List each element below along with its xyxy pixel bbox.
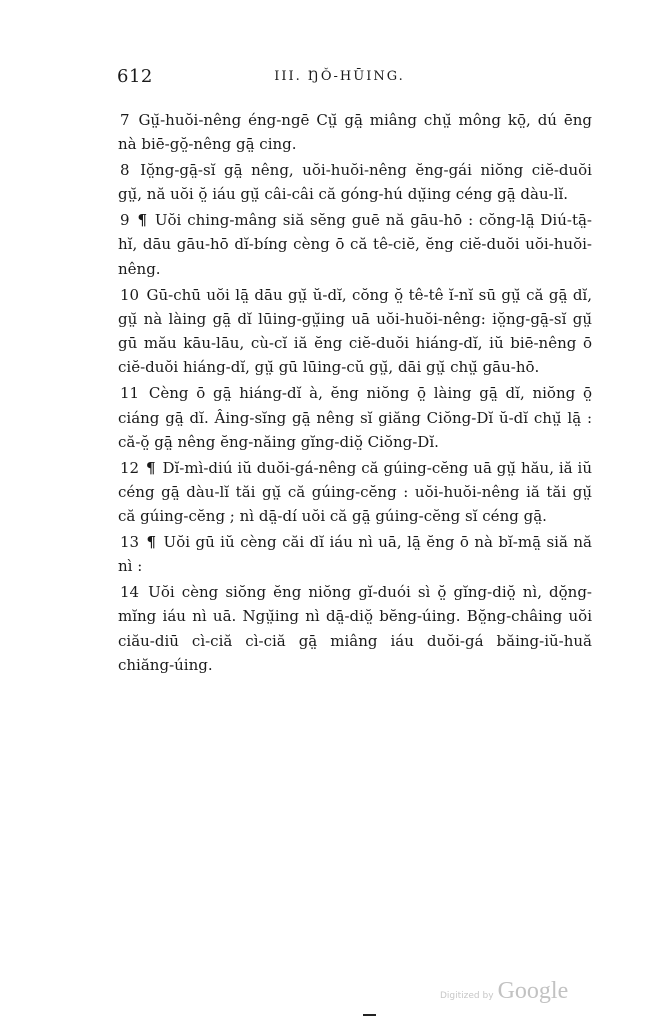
verse-8 bbox=[118, 158, 592, 207]
verse-14 bbox=[118, 580, 592, 677]
verse-number: 12 bbox=[120, 458, 140, 477]
watermark-brand: Google bbox=[497, 978, 569, 1004]
page-header bbox=[117, 66, 562, 94]
verse-13 bbox=[118, 530, 592, 579]
verse-text: Dĭ-mì-diú iŭ duŏi-gá-nêng că gúing-cĕng uā gṳ̆ hău, iă iŭ céng gā̤ dàu-lĭ tăi gṳ̆ că gúing-cĕng : uŏi-huŏi-nêng iă tăi gṳ̆ că gúing-cĕng ; nì dā̤-dí uŏi că gā̤ gúing-cĕng sĭ céng gā̤. bbox=[118, 458, 592, 526]
verse-number: 14 bbox=[120, 583, 140, 602]
verse-number: 9 bbox=[120, 211, 130, 230]
verse-number: 11 bbox=[120, 384, 140, 403]
digitization-watermark bbox=[440, 978, 568, 1005]
verse-text: Uŏi ching-mâng siă sĕng guē nă gāu-hō : cŏng-lā̤ Diú-tā̤-hĭ, dāu gāu-hō dĭ-bíng cèng ō că tê-ciĕ, ĕng ciĕ-duŏi uŏi-huŏi-nêng. bbox=[118, 211, 592, 278]
verse-11 bbox=[118, 381, 592, 454]
verse-number: 8 bbox=[120, 161, 130, 180]
pilcrow-mark: ¶ bbox=[146, 458, 156, 477]
verse-number: 10 bbox=[120, 285, 140, 304]
footer-dash bbox=[363, 1014, 376, 1016]
watermark-prefix: Digitized by bbox=[440, 991, 494, 1001]
body-text bbox=[118, 108, 592, 679]
running-head: III. ŊǑ-HŪING. bbox=[274, 69, 405, 84]
verse-number: 13 bbox=[120, 533, 140, 552]
verse-10 bbox=[118, 283, 592, 380]
verse-text: Uŏi gū iŭ cèng căi dĭ iáu nì uā, lā̤ ĕng ō nà bĭ-mā̤ siă nă nì : bbox=[118, 533, 592, 576]
verse-9 bbox=[118, 208, 592, 281]
verse-text: Gṳ̆-huŏi-nêng éng-ngē Cṳ̆ gā̤ miâng chṳ̆ mông kō̤, dú ēng nà biē-gŏ̤-nêng gā̤ cing. bbox=[118, 111, 592, 154]
page-number: 612 bbox=[117, 66, 153, 87]
verse-text: Iŏ̤ng-gā̤-sĭ gā̤ nêng, uŏi-huŏi-nêng ĕng-gái niŏng ciĕ-duŏi gṳ̆, nă uŏi ŏ̤ iáu gṳ̆ câi-câi că góng-hú dṳ̆ing céng gā̤ dàu-lĭ. bbox=[118, 161, 592, 204]
verse-number: 7 bbox=[120, 111, 130, 129]
pilcrow-mark: ¶ bbox=[137, 211, 147, 230]
verse-12 bbox=[118, 456, 592, 529]
verse-text: Uŏi cèng siŏng ĕng niŏng gĭ-duói sì ŏ̤ gĭng-diŏ̤ nì, dŏ̤ng-mĭng iáu nì uā. Ngṳ̆ing nì dā̤-diŏ̤ bĕng-úing. Bŏ̤ng-châing uŏi ciău-diū cì-ciă cì-ciă gā̤ miâng iáu duŏi-gá băing-iŭ-huă chiăng-úing. bbox=[118, 583, 592, 675]
verse-7 bbox=[118, 108, 592, 157]
pilcrow-mark: ¶ bbox=[146, 533, 157, 552]
verse-text: Gū-chū uŏi lā̤ dāu gṳ̆ ŭ-dĭ, cŏng ŏ̤ tê-tê ĭ-nĭ sū gṳ̆ că gā̤ dĭ, gṳ̆ nà làing gā̤ dĭ lūing-gṳ̆ing uā uŏi-huŏi-nêng: iŏ̤ng-gā̤-sĭ gṳ̆ gū mău kāu-lāu, cù-cĭ iă ĕng ciĕ-duŏi hiáng-dĭ, iŭ biē-nêng ō ciĕ-duŏi hiáng-dĭ, gṳ̆ gū lūing-cŭ gṳ̆, dāi gṳ̆ chṳ̆ gāu-hō. bbox=[118, 285, 592, 377]
verse-text: Cèng ō gā̤ hiáng-dĭ à, ĕng niŏng ō̤ làing gā̤ dĭ, niŏng ō̤ ciáng gā̤ dĭ. Âing-sĭng gā̤ nêng sĭ giăng Ciŏng-Dĭ ŭ-dĭ chṳ̆ lā̤ : că-ŏ̤ gā̤ nêng ĕng-năing gĭng-diŏ̤ Ciŏng-Dĭ. bbox=[118, 384, 592, 451]
